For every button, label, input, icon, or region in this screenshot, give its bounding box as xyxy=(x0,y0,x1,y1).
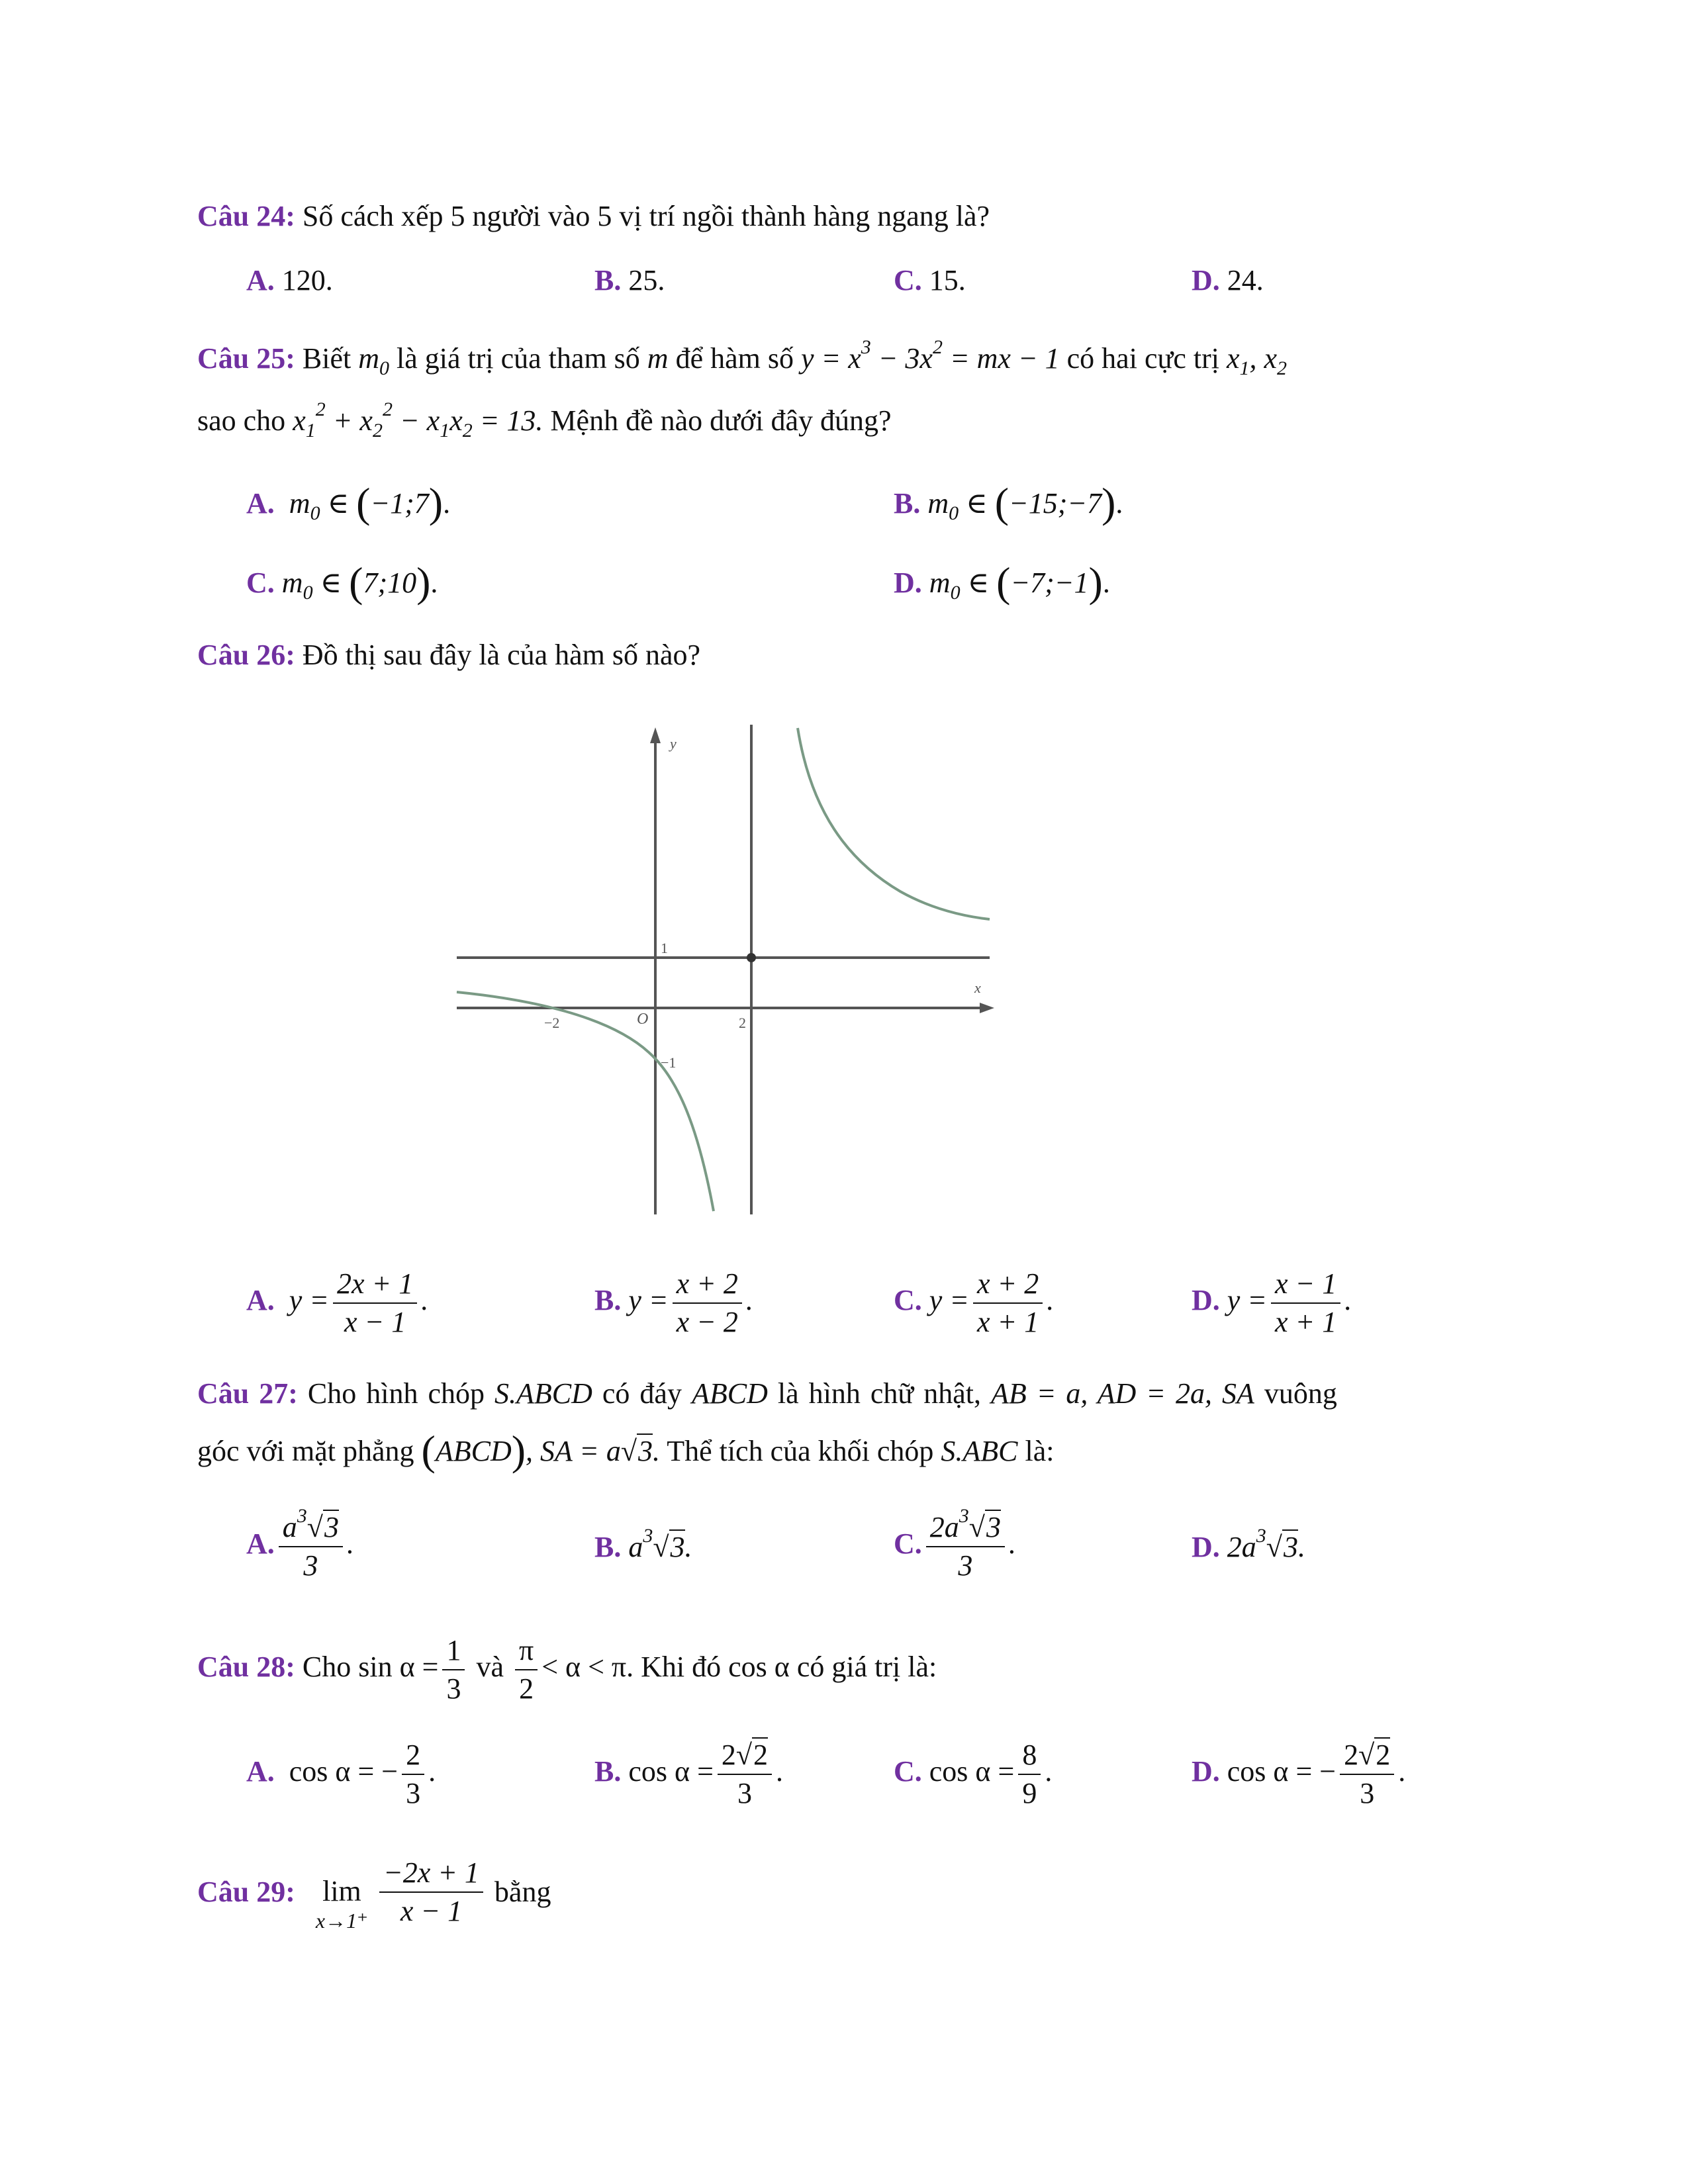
option-b[interactable]: B. $a^3√3$. xyxy=(594,1525,692,1563)
math-sabcd: S.ABCD xyxy=(494,1377,592,1410)
y-axis-arrow xyxy=(650,727,661,743)
question-text: để hàm số xyxy=(675,342,794,375)
option-a[interactable]: A. y = $\frac{2x + 1}{x - 1}$ . xyxy=(246,1267,429,1338)
math-sin: sin α = $\frac{1}{3}$ xyxy=(358,1651,469,1683)
option-d[interactable] xyxy=(1192,266,1264,295)
fraction-denominator: x + 1 xyxy=(977,1306,1039,1338)
question-text: Cho hình chóp xyxy=(307,1377,485,1410)
option-letter: A. xyxy=(246,1527,275,1561)
question-label: Câu 26: xyxy=(197,639,295,671)
option-letter: B. xyxy=(594,1284,622,1317)
option-letter: B. xyxy=(594,264,622,296)
fraction-numerator: 2x + 1 xyxy=(333,1269,417,1304)
limit-operator: lim xyxy=(322,1875,361,1907)
option-d[interactable]: D. cos α = − $\frac{2√2}{3}$ . xyxy=(1192,1739,1406,1809)
option-letter: D. xyxy=(894,567,922,599)
option-letter: D. xyxy=(1192,1755,1220,1788)
graph-branch-right xyxy=(798,728,990,919)
option-c[interactable]: C. y = $\frac{x + 2}{x + 1}$ . xyxy=(894,1267,1055,1338)
asymptote-intersection-point xyxy=(747,953,756,962)
x-axis-arrow xyxy=(980,1003,994,1013)
math-range: $\frac{\pi}{2}$ < α < π. xyxy=(511,1651,633,1683)
x-axis-label: x xyxy=(974,979,981,996)
option-letter: C. xyxy=(894,1527,922,1561)
option-b[interactable] xyxy=(594,266,665,295)
math-function: $y = x^3 - 3x^2$ = mx − 1 xyxy=(800,336,1060,375)
option-letter: C. xyxy=(246,567,275,599)
math-m: m xyxy=(647,342,669,375)
option-letter: D. xyxy=(1192,264,1220,296)
origin-label: O xyxy=(637,1011,649,1028)
option-a[interactable] xyxy=(246,266,333,295)
option-letter: D. xyxy=(1192,1531,1220,1563)
tick-label-2: 2 xyxy=(739,1015,746,1031)
option-letter: A. xyxy=(246,1755,275,1788)
option-letter: C. xyxy=(894,1284,922,1317)
function-graph xyxy=(450,718,1006,1231)
question-text: bằng xyxy=(494,1876,551,1908)
question-text: góc với mặt phẳng xyxy=(197,1435,414,1467)
question-text: là hình chữ nhật, xyxy=(777,1377,981,1410)
question-26 xyxy=(197,641,700,670)
option-value: 25. xyxy=(628,264,665,296)
option-d[interactable]: D. $m_0$ ∈ (−7;−1). xyxy=(894,559,1110,606)
option-letter: A. xyxy=(246,264,275,296)
option-letter: B. xyxy=(594,1755,622,1788)
fraction-denominator: x − 2 xyxy=(676,1306,738,1338)
option-letter: B. xyxy=(894,487,921,520)
question-label: Câu 24: xyxy=(197,200,295,232)
option-value: 120. xyxy=(281,264,333,296)
fraction-numerator: x + 2 xyxy=(673,1269,742,1304)
question-text: có đáy xyxy=(602,1377,682,1410)
option-b[interactable]: B. $m_0$ ∈ (−15;−7). xyxy=(894,479,1123,526)
fraction-numerator: x + 2 xyxy=(973,1269,1043,1304)
question-label: Câu 28: xyxy=(197,1651,295,1684)
question-28 xyxy=(197,1636,937,1704)
fraction-denominator: x − 1 xyxy=(344,1306,406,1338)
option-value: 15. xyxy=(929,264,966,296)
limit xyxy=(316,1877,368,1931)
math-m0: $m_0$ xyxy=(358,342,390,379)
question-text: Khi đó xyxy=(641,1651,722,1684)
question-text: Cho xyxy=(302,1651,352,1684)
option-letter: B. xyxy=(594,1531,622,1563)
option-a[interactable]: A. $\frac{a^3√3}{3}$ . xyxy=(246,1505,354,1582)
question-text: Thể tích của khối chóp xyxy=(667,1435,934,1467)
option-value: −15;−7 xyxy=(1009,487,1102,520)
math-sabc: S.ABC xyxy=(941,1435,1018,1467)
math-abcd: ABCD xyxy=(691,1377,768,1410)
option-letter: D. xyxy=(1192,1284,1220,1317)
option-value: −7;−1 xyxy=(1010,567,1089,599)
fraction-denominator: x − 1 xyxy=(400,1895,463,1927)
option-d[interactable]: D. y = $\frac{x - 1}{x + 1}$ . xyxy=(1192,1267,1352,1338)
question-text: và xyxy=(476,1651,504,1684)
tick-label-minus-2: −2 xyxy=(544,1015,560,1031)
option-c[interactable]: C. $m_0$ ∈ (7;10). xyxy=(246,559,438,606)
option-value: −1;7 xyxy=(370,487,429,520)
question-text: Biết xyxy=(302,342,352,375)
question-text: có giá trị là: xyxy=(796,1651,937,1684)
math-plane: (ABCD), SA = a√3. xyxy=(421,1427,660,1474)
limit-subscript: x→1⁺ xyxy=(315,1909,368,1933)
question-25-line1 xyxy=(197,336,1288,379)
option-letter: C. xyxy=(894,1755,922,1788)
question-label: Câu 27: xyxy=(197,1377,298,1410)
question-text: sao cho xyxy=(197,404,286,437)
math-x1x2: $x_1$, $x_2$ xyxy=(1226,342,1288,379)
limit-fraction xyxy=(379,1858,483,1926)
question-text: Mệnh đề nào dưới đây đúng? xyxy=(550,404,892,437)
math-conditions: AB = a, AD = 2a, SA xyxy=(990,1377,1254,1410)
option-letter: A. xyxy=(246,487,275,520)
tick-label-1: 1 xyxy=(661,940,668,956)
question-label: Câu 29: xyxy=(197,1876,295,1908)
option-c[interactable] xyxy=(894,266,966,295)
tick-label-minus-1: −1 xyxy=(661,1054,677,1071)
option-letter: A. xyxy=(246,1284,275,1317)
fraction-denominator: x + 1 xyxy=(1275,1306,1337,1338)
question-27-line1 xyxy=(197,1379,1337,1408)
option-c[interactable]: C. cos α = $\frac{8}{9}$ . xyxy=(894,1739,1053,1809)
option-value: 24. xyxy=(1227,264,1264,296)
question-text: Đồ thị sau đây là của hàm số nào? xyxy=(302,639,701,671)
option-b[interactable]: B. y = $\frac{x + 2}{x - 2}$ . xyxy=(594,1267,753,1338)
math-cos: cos α xyxy=(728,1651,790,1684)
option-value: 7;10 xyxy=(363,567,417,599)
graph-branch-left xyxy=(457,992,714,1211)
question-text: là giá trị của tham số xyxy=(397,342,640,375)
option-b[interactable]: B. cos α = $\frac{2√2}{3}$ . xyxy=(594,1739,784,1809)
question-27-line2 xyxy=(197,1427,1055,1474)
question-label: Câu 25: xyxy=(197,342,295,375)
y-axis-label: y xyxy=(670,735,677,752)
question-24 xyxy=(197,202,990,231)
option-a[interactable]: A. cos α = − $\frac{2}{3}$ . xyxy=(246,1739,436,1809)
option-c[interactable]: C. $\frac{2a^3√3}{3}$ . xyxy=(894,1505,1016,1582)
option-a[interactable]: A. $m_0$ ∈ (−1;7). xyxy=(246,479,451,526)
math-condition: $x_1^2 + x_2^2 - x_1x_2 = 13$. xyxy=(293,398,543,441)
fraction-numerator: −2x + 1 xyxy=(379,1858,483,1893)
question-text: có hai cực trị xyxy=(1066,342,1219,375)
question-text: vuông xyxy=(1264,1377,1337,1410)
option-letter: C. xyxy=(894,264,922,296)
question-text: Số cách xếp 5 người vào 5 vị trí ngồi thành hàng ngang là? xyxy=(302,200,990,232)
fraction-numerator: x − 1 xyxy=(1271,1269,1340,1304)
question-25-line2 xyxy=(197,398,892,441)
question-29 xyxy=(197,1853,551,1931)
question-text: là: xyxy=(1025,1435,1055,1467)
option-d[interactable]: D. $2a^3√3$. xyxy=(1192,1525,1305,1563)
